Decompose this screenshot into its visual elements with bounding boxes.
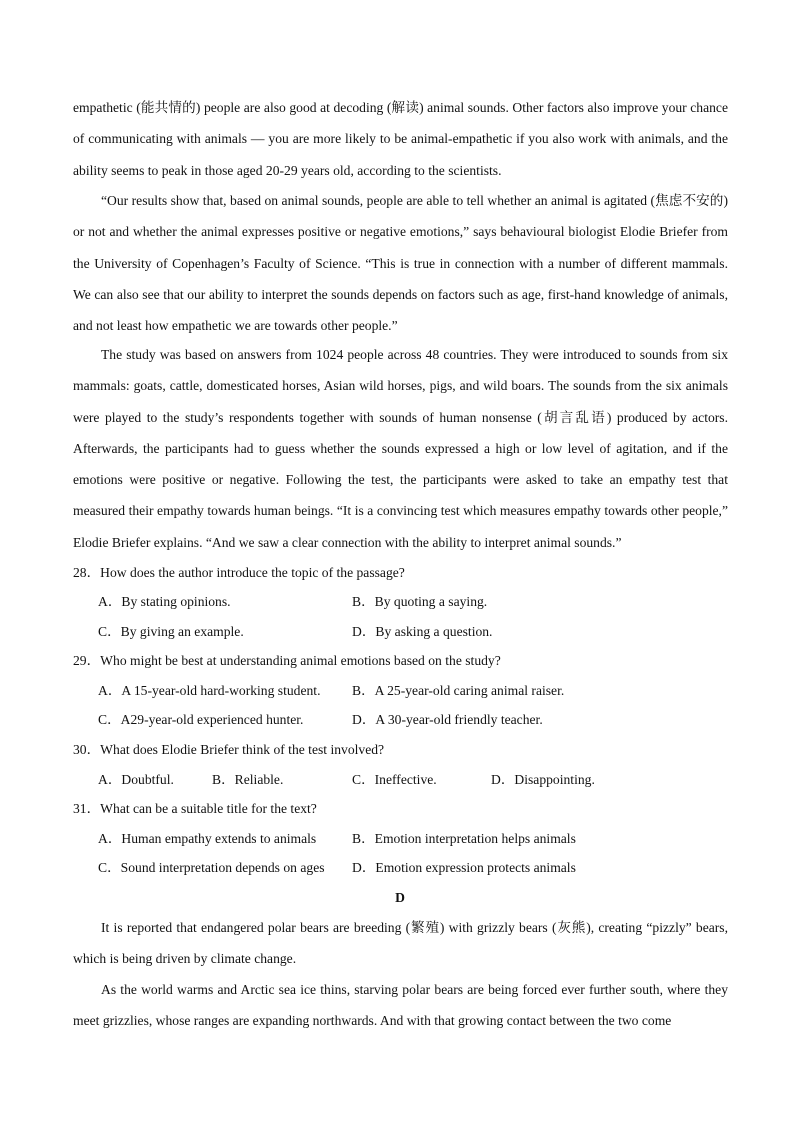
- question-31-stem: 31．What can be a suitable title for the text?: [73, 801, 317, 816]
- question-30-stem: 30．What does Elodie Briefer think of the test involved?: [73, 742, 385, 757]
- question-30-option-a: A．Doubtful.: [98, 772, 174, 787]
- section-d-paragraph-1: It is reported that endangered polar bears are breeding (繁殖) with grizzly bears (灰熊), creating “pizzly” bears, which is being driven by climate change.: [73, 920, 728, 967]
- passage-c-paragraph-2: “Our results show that, based on animal sounds, people are able to tell whether an animal is agitated (焦虑不安的) or not and whether the animal expresses positive or negative emotions,” says behavioural biologist Elodie Briefer from the University of Copenhagen’s Faculty of Science. “This is true in connection with a number of different mammals. We can also see that our ability to interpret the sounds depends on factors such as age, first-hand knowledge of animals, and not least how empathetic we are towards other people.”: [73, 193, 728, 334]
- passage-c-paragraph-3: The study was based on answers from 1024 people across 48 countries. They were introduced to sounds from six mammals: goats, cattle, domesticated horses, Asian wild horses, pigs, and wild boars. The sounds from the six animals were played to the study’s respondents together with sounds of human nonsense (胡言乱语) produced by actors. Afterwards, the participants had to guess whether the sounds expressed a high or low level of agitation, and if the emotions were positive or negative. Following the test, the participants were asked to take an empathy test that measured their empathy towards human beings. “It is a convincing test which measures empathy towards other people,” Elodie Briefer explains. “And we saw a clear connection with the ability to interpret animal sounds.”: [73, 347, 728, 550]
- question-30-option-c: C．Ineffective.: [352, 772, 437, 787]
- passage-c-paragraph-1: empathetic (能共情的) people are also good at decoding (解读) animal sounds. Other factors also improve your chance of communicating with animals — you are more likely to be animal-empathetic if you also work with animals, and the ability seems to peak in those aged 20-29 years old, according to the scientists.: [73, 100, 728, 178]
- question-29-option-c: C．A29-year-old experienced hunter.: [98, 712, 304, 727]
- question-29-stem: 29．Who might be best at understanding animal emotions based on the study?: [73, 653, 501, 668]
- question-29-option-a: A．A 15-year-old hard-working student.: [98, 683, 321, 698]
- question-31-option-d: D．Emotion expression protects animals: [352, 860, 576, 875]
- question-31-option-b: B．Emotion interpretation helps animals: [352, 831, 576, 846]
- question-30-option-b: B．Reliable.: [212, 772, 284, 787]
- question-29-option-b: B．A 25-year-old caring animal raiser.: [352, 683, 565, 698]
- section-d-paragraph-2: As the world warms and Arctic sea ice thins, starving polar bears are being forced ever further south, where they meet grizzlies, whose ranges are expanding northwards. And with that growing contact between the two come: [73, 982, 728, 1029]
- question-28-option-b: B．By quoting a saying.: [352, 594, 488, 609]
- question-29-option-d: D．A 30-year-old friendly teacher.: [352, 712, 543, 727]
- question-31-option-a: A．Human empathy extends to animals: [98, 831, 317, 846]
- question-28-stem: 28．How does the author introduce the topic of the passage?: [73, 565, 405, 580]
- section-d-heading: D: [395, 890, 405, 905]
- question-31-option-c: C．Sound interpretation depends on ages: [98, 860, 325, 875]
- question-28-option-c: C．By giving an example.: [98, 624, 244, 639]
- question-30-option-d: D．Disappointing.: [491, 772, 595, 787]
- question-28-option-a: A．By stating opinions.: [98, 594, 231, 609]
- question-28-option-d: D．By asking a question.: [352, 624, 493, 639]
